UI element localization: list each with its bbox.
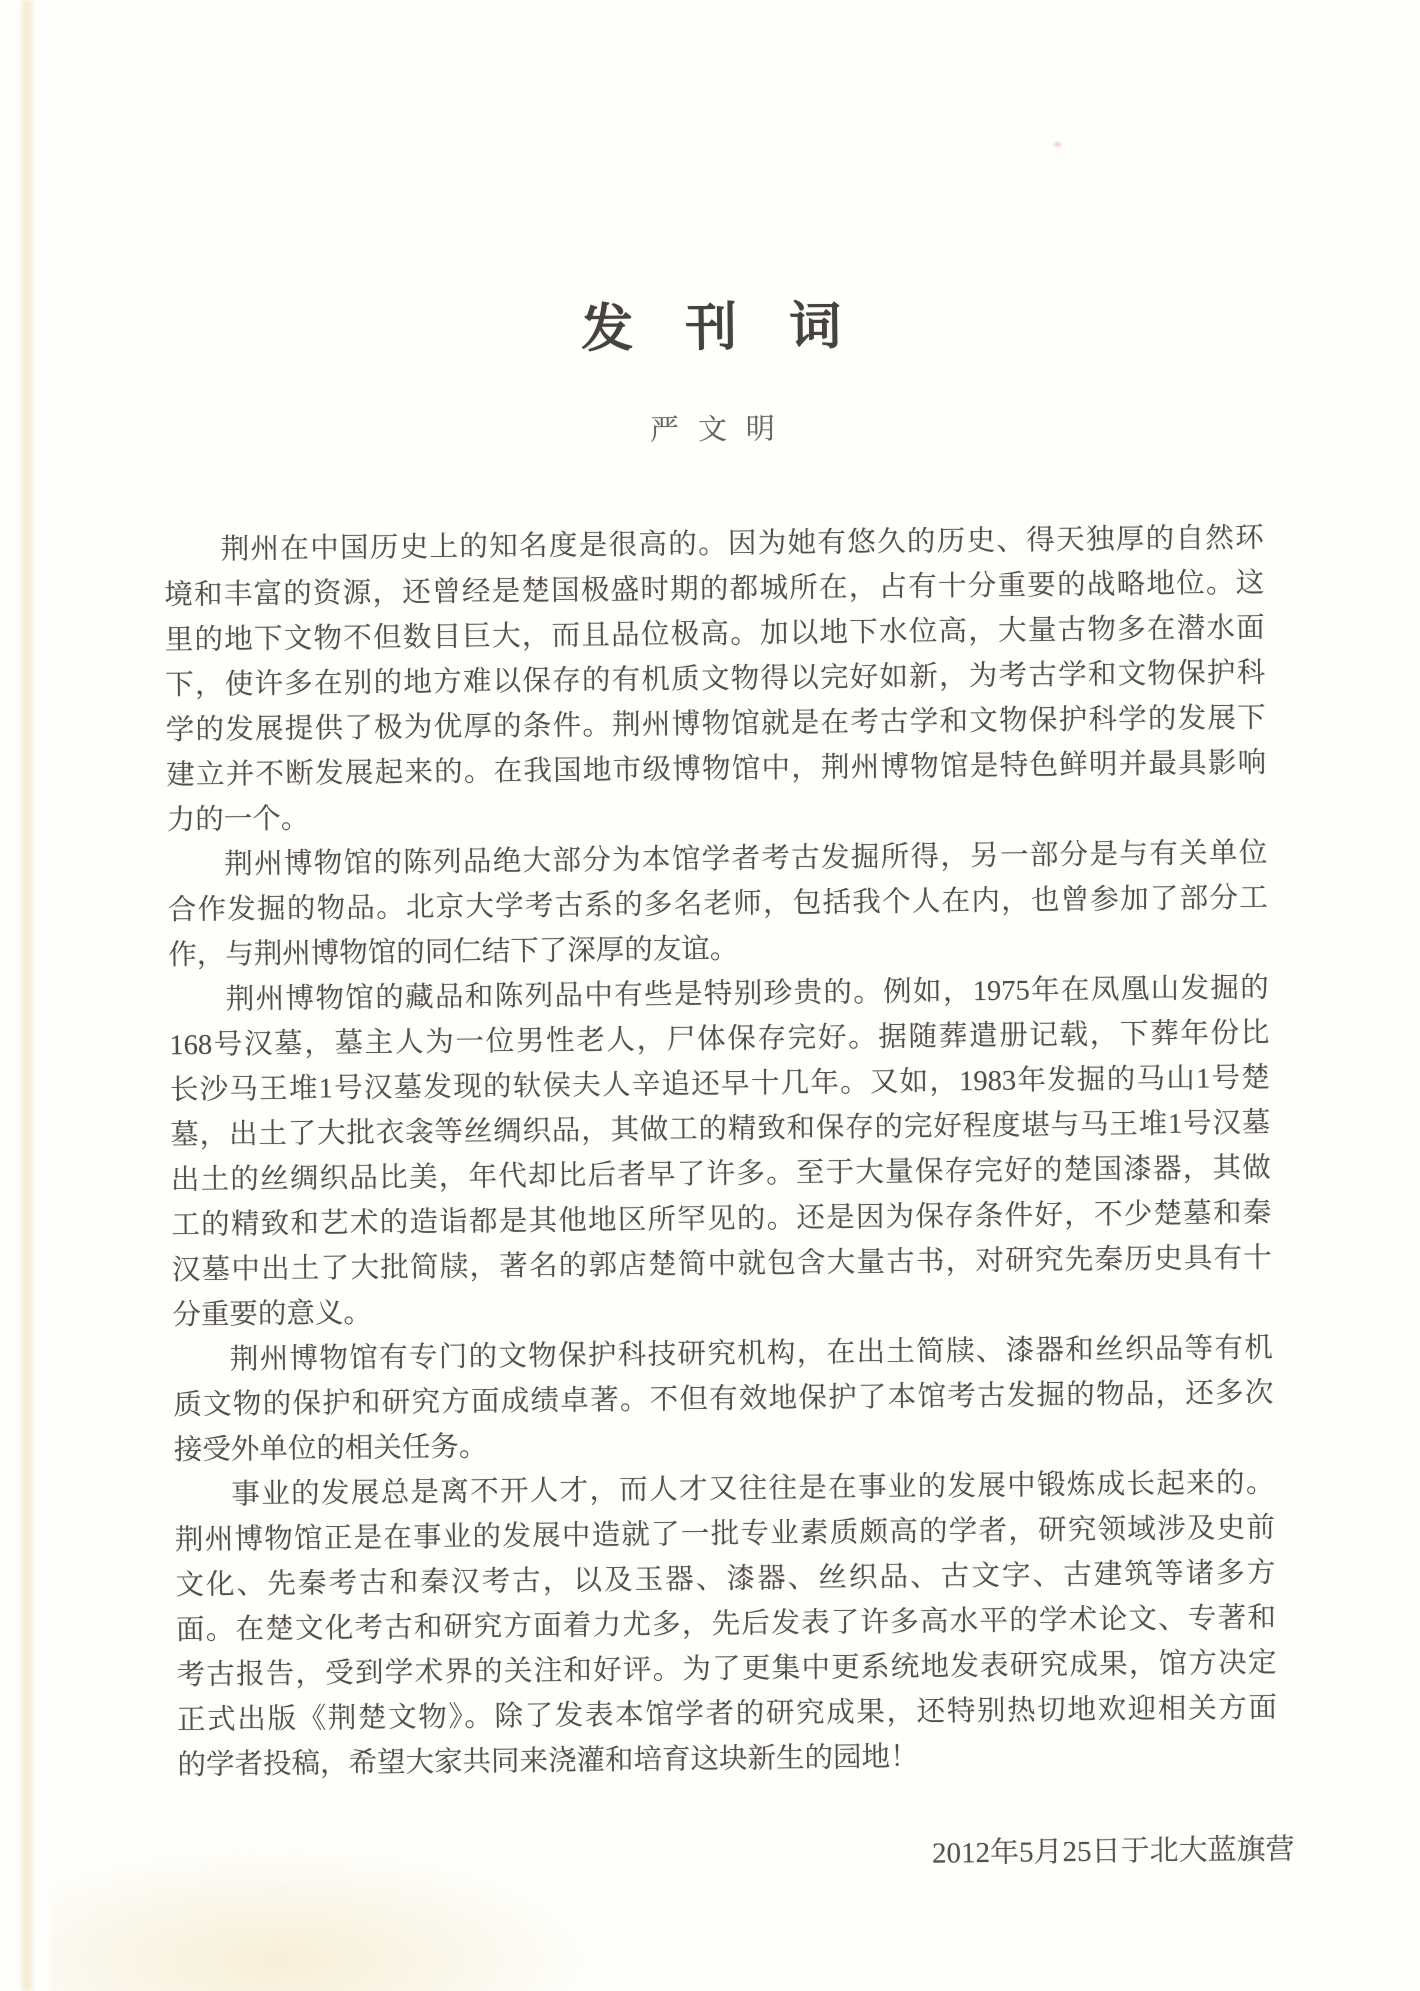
body-line: 考古报告，受到学术界的关注和好评。为了更集中更系统地发表研究成果，馆方决定: [176, 1647, 1277, 1692]
paragraph: [169, 966, 1273, 1338]
body-line: 力的一个。: [166, 803, 310, 837]
paragraph: [174, 1461, 1278, 1788]
body-line: 工的精致和艺术的造诣都是其他地区所罕见的。还是因为保存条件好，不少楚墓和秦: [171, 1197, 1272, 1242]
page-title: 发刊词: [580, 297, 894, 359]
body-line: 墓，出土了大批衣衾等丝绸织品，其做工的精致和保存的完好程度堪与马王堆1号汉墓: [170, 1107, 1271, 1152]
page-edge-shadow: [22, 0, 32, 1991]
paragraph: [173, 1326, 1274, 1473]
body-line: 荆州博物馆正是在事业的发展中造就了一批专业素质颇高的学者，研究领域涉及史前: [174, 1512, 1276, 1557]
body-line: 的学者投稿，希望大家共同来浇灌和培育这块新生的园地！: [177, 1741, 919, 1782]
body-line: 荆州博物馆的藏品和陈列品中有些是特别珍贵的。例如，1975年在凤凰山发掘的: [225, 972, 1269, 1016]
page-content: [158, 0, 1295, 1882]
body-line: 学的发展提供了极为优厚的条件。荆州博物馆就是在考古学和文物保护科学的发展下: [165, 702, 1266, 747]
body-line: 建立并不断发展起来的。在我国地市级博物馆中，荆州博物馆是特色鲜明并最具影响: [166, 747, 1267, 792]
body-line: 面。在楚文化考古和研究方面着力尤多，先后发表了许多高水平的学术论文、专著和: [175, 1602, 1277, 1647]
body-line: 汉墓中出土了大批简牍，著名的郭店楚简中就包含大量古书，对研究先秦历史具有十: [171, 1242, 1273, 1287]
body-line: 荆州博物馆的陈列品绝大部分为本馆学者考古发掘所得，另一部分是与有关单位: [224, 837, 1268, 881]
body-line: 正式出版《荆楚文物》。除了发表本馆学者的研究成果，还特别热切地欢迎相关方面: [176, 1692, 1278, 1737]
body-line: 168号汉墓，墓主人为一位男性老人，尸体保存完好。据随葬遣册记载，下葬年份比: [169, 1017, 1270, 1062]
body-line: 接受外单位的相关任务。: [173, 1431, 488, 1467]
body-line: 分重要的意义。: [172, 1297, 373, 1332]
body-line: 下，使许多在别的地方难以保存的有机质文物得以完好如新，为考古学和文物保护科: [165, 657, 1266, 702]
body-line: 境和丰富的资源，还曾经是楚国极盛时期的都城所在，占有十分重要的战略地位。这: [164, 567, 1265, 612]
body-line: 事业的发展总是离不开人才，而人才又往往是在事业的发展中锻炼成长起来的。: [231, 1467, 1275, 1511]
author-name: 严文明: [649, 413, 794, 447]
paragraph: [163, 516, 1267, 843]
body-line: 荆州在中国历史上的知名度是很高的。因为她有悠久的历史、得天独厚的自然环: [220, 522, 1264, 566]
body-line: 出土的丝绸织品比美，年代却比后者早了许多。至于大量保存完好的楚国漆器，其做: [170, 1152, 1271, 1197]
body-line: 合作发掘的物品。北京大学考古系的多名老师，包括我个人在内，也曾参加了部分工: [167, 882, 1268, 927]
body-line: 作，与荆州博物馆的同仁结下了深厚的友谊。: [168, 933, 739, 972]
body-line: 荆州博物馆有专门的文物保护科技研究机构，在出土简牍、漆器和丝织品等有机: [229, 1332, 1274, 1376]
paragraph: [167, 831, 1268, 978]
article-body: [163, 516, 1277, 1788]
body-line: 长沙马王堆1号汉墓发现的轪侯夫人辛追还早十几年。又如，1983年发掘的马山1号楚: [169, 1062, 1270, 1107]
date-line: 2012年5月25日于北大蓝旗营: [931, 1833, 1295, 1870]
body-line: 文化、先秦考古和秦汉考古，以及玉器、漆器、丝织品、古文字、古建筑等诸多方: [175, 1557, 1276, 1602]
body-line: 质文物的保护和研究方面成绩卓著。不但有效地保护了本馆考古发掘的物品，还多次: [173, 1377, 1274, 1422]
body-line: 里的地下文物不但数目巨大，而且品位极高。加以地下水位高，大量古物多在潜水面: [164, 612, 1265, 657]
